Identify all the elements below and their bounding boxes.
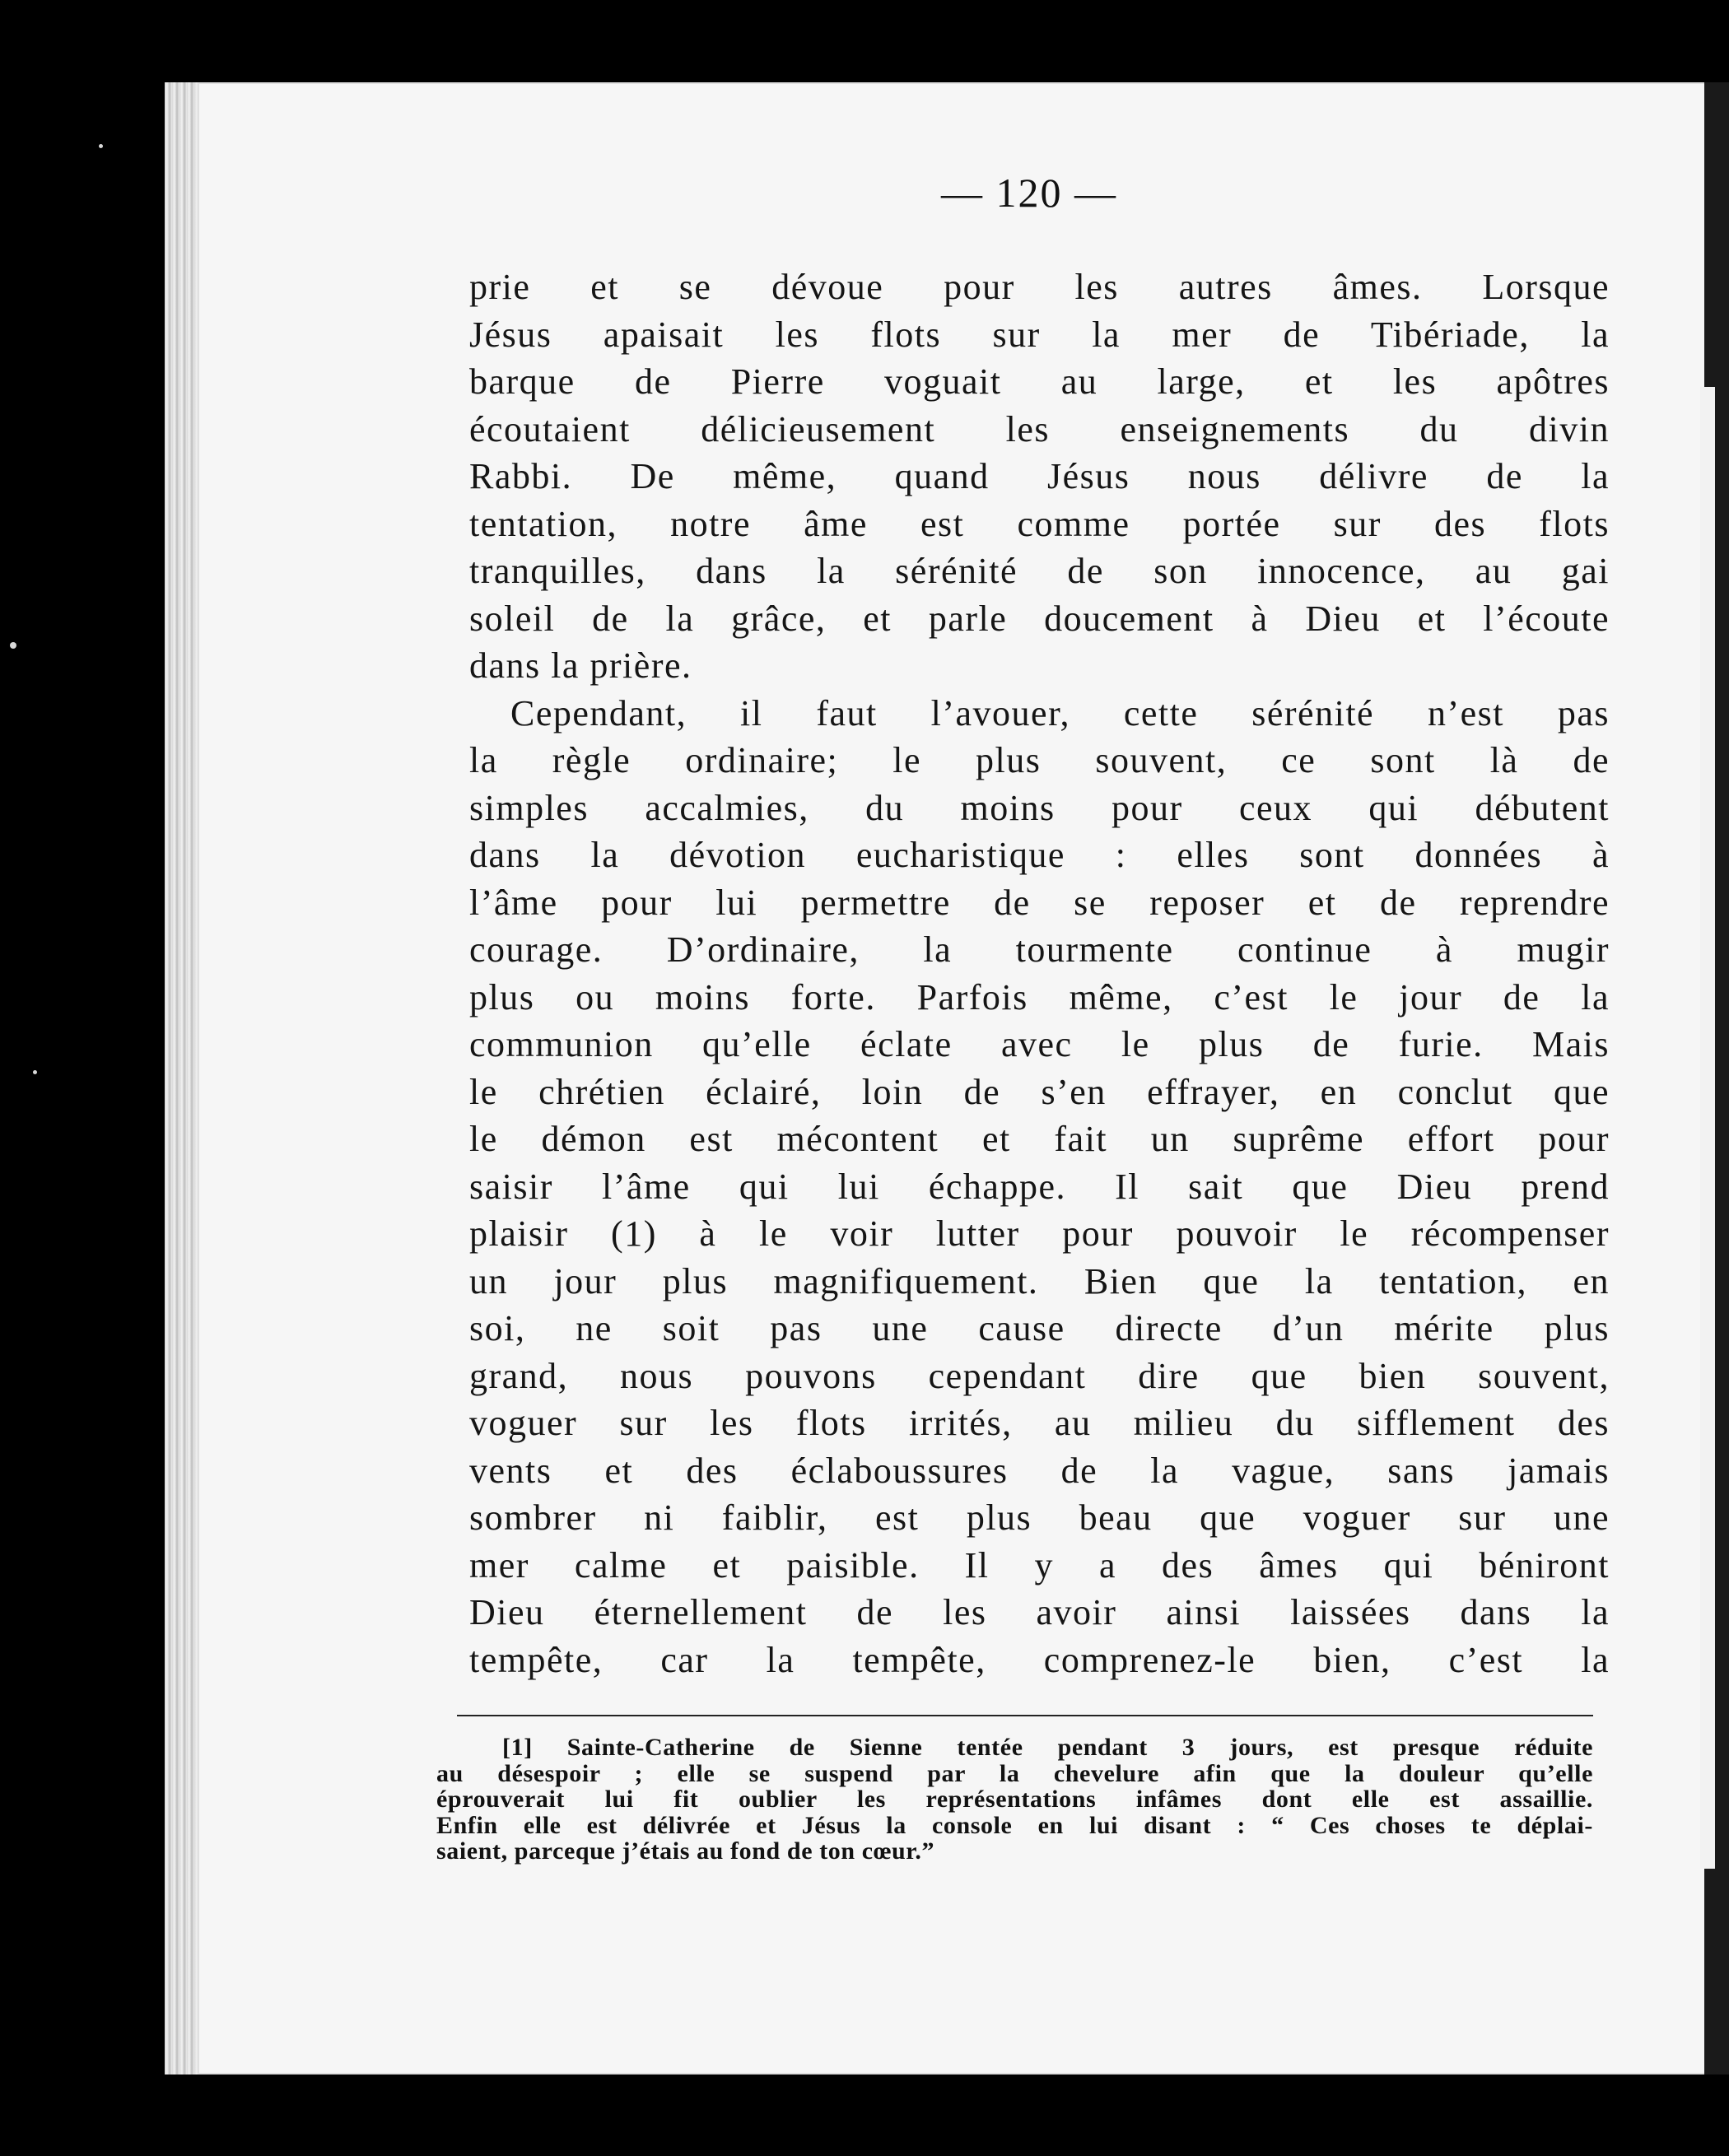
text-line: le chrétien éclairé, loin de s’en effrayer, en conclut que — [469, 1071, 1610, 1112]
text-line: tentation, notre âme est comme portée sur des flots — [469, 503, 1610, 544]
footnote — [436, 1735, 1593, 1865]
text-line: courage. D’ordinaire, la tourmente continue à mugir — [469, 929, 1610, 970]
text-line: dans la prière. — [469, 645, 692, 686]
text-line: plaisir (1) à le voir lutter pour pouvoir le récompenser — [469, 1213, 1610, 1254]
text-line: Jésus apaisait les flots sur la mer de Tibériade, la — [469, 314, 1610, 355]
text-line: écoutaient délicieusement les enseignements du divin — [469, 408, 1610, 449]
text-line: grand, nous pouvons cependant dire que bien souvent, — [469, 1355, 1610, 1396]
text-line: communion qu’elle éclate avec le plus de furie. Mais — [469, 1024, 1610, 1064]
text-line: sombrer ni faiblir, est plus beau que voguer sur une — [469, 1497, 1610, 1538]
footnote-line: saient, parceque j’étais au fond de ton cœur.” — [436, 1837, 935, 1865]
footnote-divider — [457, 1715, 1593, 1716]
page-number: — 120 — — [941, 170, 1117, 216]
text-line: voguer sur les flots irrités, au milieu du sifflement des — [469, 1403, 1610, 1443]
text-line: Rabbi. De même, quand Jésus nous délivre de la — [469, 456, 1610, 496]
text-line: mer calme et paisible. Il y a des âmes qui béniront — [469, 1544, 1610, 1586]
right-page-edge — [1700, 387, 1715, 1869]
text-line: Dieu éternellement de les avoir ainsi laissées dans la — [469, 1592, 1610, 1632]
text-line: prie et se dévoue pour les autres âmes. Lorsque — [469, 267, 1610, 307]
text-line: soleil de la grâce, et parle doucement à Dieu et l’écoute — [469, 598, 1610, 639]
text-line: le démon est mécontent et fait un suprême effort pour — [469, 1119, 1610, 1159]
text-line: la règle ordinaire; le plus souvent, ce sont là de — [469, 740, 1610, 780]
dust-speck — [10, 642, 16, 649]
text-line: saisir l’âme qui lui échappe. Il sait que Dieu prend — [469, 1166, 1610, 1207]
dust-speck — [99, 144, 103, 148]
text-line: soi, ne soit pas une cause directe d’un mérite plus — [469, 1308, 1610, 1348]
text-line: simples accalmies, du moins pour ceux qui débutent — [469, 787, 1610, 828]
footnote-line: au désespoir ; elle se suspend par la chevelure afin que la douleur qu’elle — [436, 1759, 1593, 1787]
footnote-line: éprouverait lui fit oublier les représentations infâmes dont elle est assaillie. — [436, 1786, 1593, 1813]
text-line: barque de Pierre voguait au large, et les apôtres — [469, 361, 1610, 402]
text-line: tranquilles, dans la sérénité de son innocence, au gai — [469, 551, 1610, 591]
text-line: dans la dévotion eucharistique : elles sont données à — [469, 835, 1610, 875]
footnote-line: [1] Sainte-Catherine de Sienne tentée pendant 3 jours, est presque réduite — [502, 1734, 1593, 1761]
dust-speck — [33, 1070, 37, 1074]
text-line: tempête, car la tempête, comprenez-le bien, c’est la — [469, 1639, 1610, 1680]
text-line: Cependant, il faut l’avouer, cette sérénité n’est pas — [510, 692, 1610, 733]
footnote-line: Enfin elle est délivrée et Jésus la console en lui disant : “ Ces choses te déplai- — [436, 1811, 1593, 1839]
text-line: plus ou moins forte. Parfois même, c’est le jour de la — [469, 976, 1610, 1017]
text-line: vents et des éclaboussures de la vague, sans jamais — [469, 1450, 1610, 1491]
body-text — [469, 263, 1610, 1683]
text-line: l’âme pour lui permettre de se reposer et de reprendre — [469, 882, 1610, 923]
text-line: un jour plus magnifiquement. Bien que la tentation, en — [469, 1260, 1610, 1302]
